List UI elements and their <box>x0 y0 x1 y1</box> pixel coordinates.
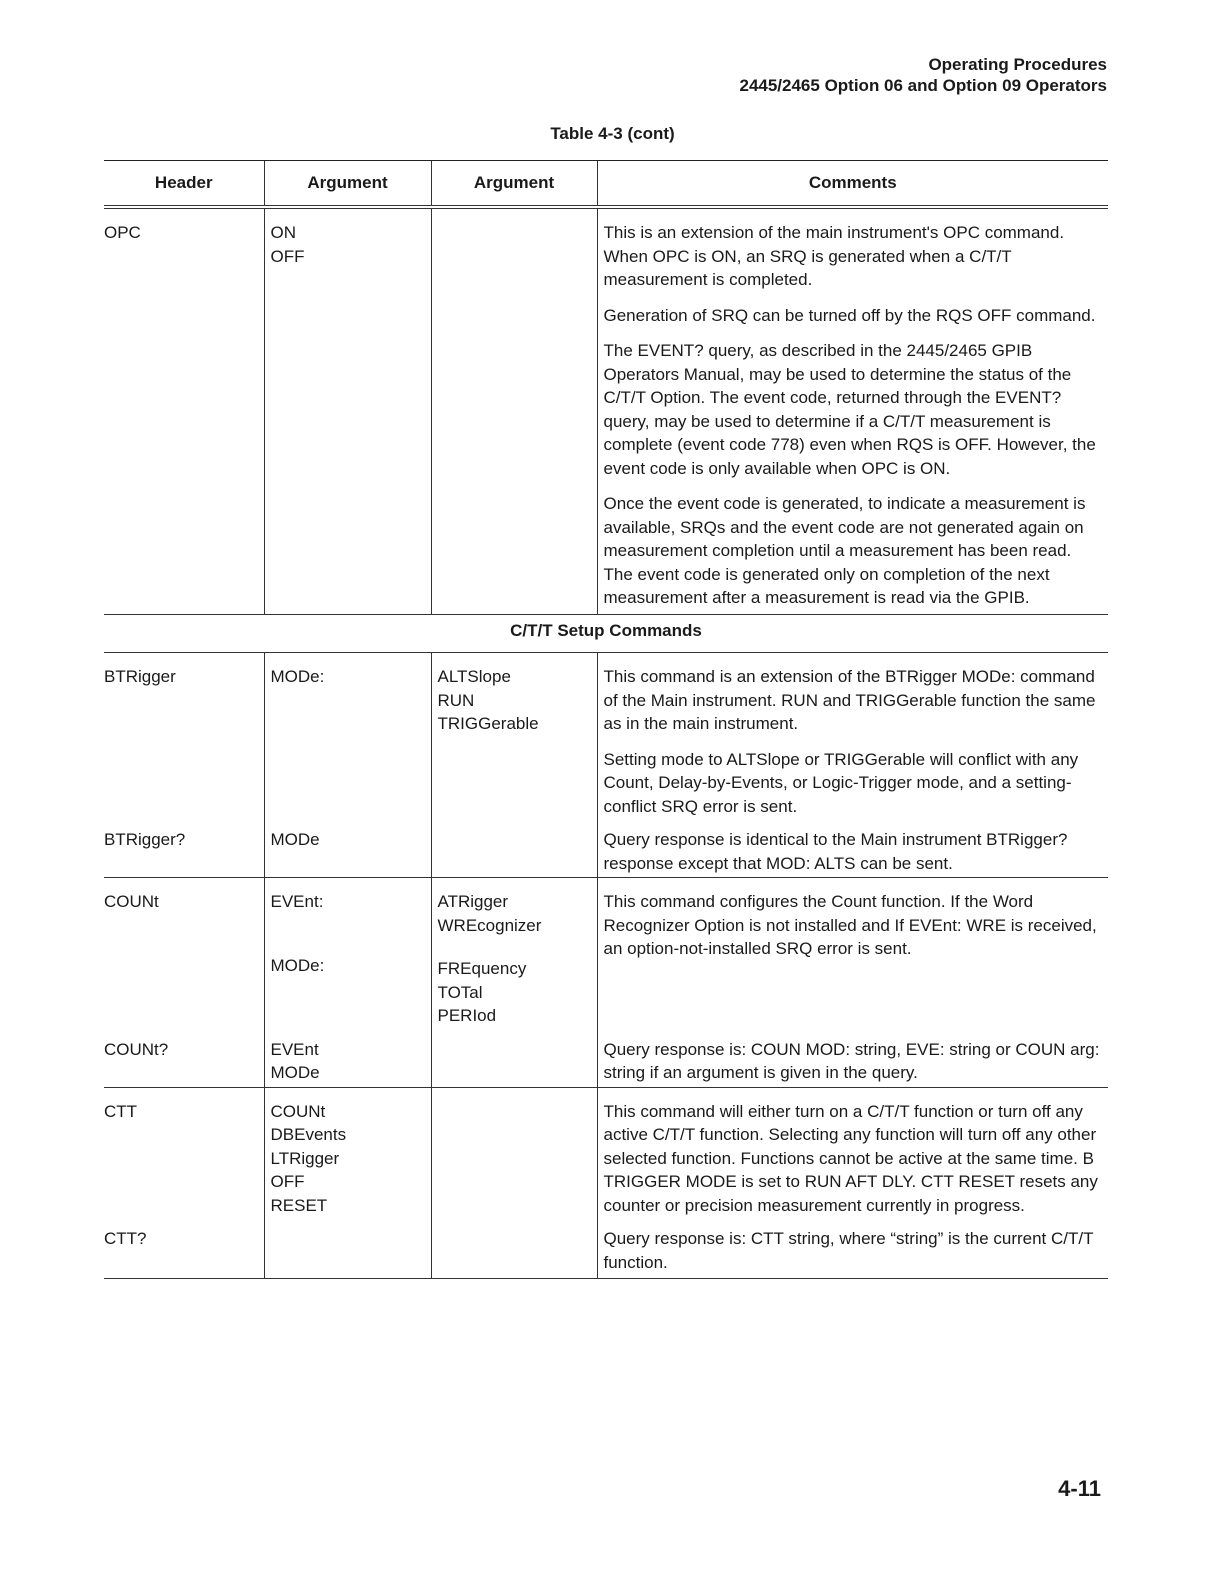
command-table <box>104 160 1108 1279</box>
cell-header: OPC <box>104 207 264 614</box>
argument-value: TOTal <box>437 982 483 1002</box>
comment-paragraph: Query response is: CTT string, where “string” is the current C/T/T function. <box>603 1229 1094 1272</box>
cell-header: BTRigger? <box>104 830 186 849</box>
cell-header: COUNt? <box>104 1039 169 1059</box>
cell-header: COUNt <box>104 878 264 1030</box>
argument-value: EVEnt: <box>270 892 324 911</box>
argument-value: DBEvents <box>270 1125 347 1144</box>
page-header-manual: 2445/2465 Option 06 and Option 09 Operators <box>739 76 1107 95</box>
column-header-comments: Comments <box>597 161 1108 208</box>
column-header-argument-1: Argument <box>264 161 431 208</box>
cell-comments <box>597 653 1108 821</box>
table-caption: Table 4-3 (cont) <box>550 124 675 143</box>
cell-argument-1 <box>264 1219 431 1279</box>
cell-comments <box>597 878 1108 1030</box>
cell-comments <box>597 1030 1108 1088</box>
table-row-ctt <box>104 1087 1108 1219</box>
argument-value: TRIGGerable <box>437 714 539 733</box>
comment-paragraph: This command configures the Count function. If the Word Recognizer Option is not installed and If EVEnt: WRE is received, an option-not-installed SRQ error is sent. <box>603 892 1097 958</box>
cell-argument-2 <box>431 878 597 1030</box>
comment-paragraph: Setting mode to ALTSlope or TRIGGerable will conflict with any Count, Delay-by-Events, or Logic-Trigger mode, and a setting-conflict SRQ error is sent. <box>603 749 1079 816</box>
argument-value: RUN <box>437 690 475 710</box>
table-row-count <box>104 878 1108 1030</box>
page-header-section: Operating Procedures <box>928 55 1107 74</box>
argument-value: ALTSlope <box>437 667 511 686</box>
comment-paragraph: Once the event code is generated, to indicate a measurement is available, SRQs and the event code are not generated again on measurement completion until a measurement has been read. The event code is generated only on completion of the next measurement after a measurement is read via the GPIB. <box>603 494 1086 607</box>
cell-argument-2 <box>431 1219 597 1279</box>
column-header-argument-2: Argument <box>431 161 597 208</box>
cell-argument-1 <box>264 1087 431 1219</box>
argument-value: LTRigger <box>270 1148 340 1168</box>
comment-paragraph: Query response is: COUN MOD: string, EVE: string or COUN arg: string if an argument is given in the query. <box>603 1039 1100 1082</box>
cell-argument-2 <box>431 207 597 614</box>
table-row-btrigger-query <box>104 820 1108 878</box>
cell-argument-2 <box>431 1087 597 1219</box>
argument-value: ATRigger <box>437 892 509 911</box>
argument-value: RESET <box>270 1195 328 1215</box>
comment-paragraph: Generation of SRQ can be turned off by the RQS OFF command. <box>603 305 1096 325</box>
comment-paragraph: The EVENT? query, as described in the 2445/2465 GPIB Operators Manual, may be used to determine the status of the C/T/T Option. The event code, returned through the EVENT? query, may be used to determine if a C/T/T measurement is complete (event code 778) even when RQS is OFF. However, the event code is only available when OPC is ON. <box>603 341 1096 478</box>
table-row-btrigger <box>104 653 1108 821</box>
cell-argument-2 <box>431 820 597 878</box>
cell-argument-1: MODe: <box>264 653 431 821</box>
section-title-row <box>104 614 1108 653</box>
cell-comments <box>597 1087 1108 1219</box>
table-header-row <box>104 161 1108 208</box>
table-row-count-query <box>104 1030 1108 1088</box>
column-header-header: Header <box>104 161 264 208</box>
cell-argument-1 <box>264 1030 431 1088</box>
argument-value: OFF <box>270 246 305 266</box>
argument-value: OFF <box>270 1172 305 1191</box>
page-number: 4-11 <box>1058 1476 1101 1501</box>
cell-comments <box>597 820 1108 878</box>
table-row-ctt-query <box>104 1219 1108 1279</box>
argument-value: EVEnt <box>270 1039 319 1059</box>
argument-value: MODe: <box>270 955 325 975</box>
cell-argument-2 <box>431 653 597 821</box>
comment-paragraph: This command will either turn on a C/T/T function or turn off any active C/T/T function. Selecting any function will turn off any other selected function. Functions cannot be active at the same time. B TRIGGER MODE is set to RUN AFT DLY. CTT RESET resets any counter or precision measurement currently in progress. <box>603 1101 1098 1215</box>
cell-argument-1 <box>264 878 431 1030</box>
cell-argument-1 <box>264 207 431 614</box>
argument-value: FREquency <box>437 959 527 978</box>
section-title: C/T/T Setup Commands <box>104 614 1108 653</box>
comment-paragraph: This is an extension of the main instrument's OPC command. When OPC is ON, an SRQ is generated when a C/T/T measurement is completed. <box>603 223 1065 289</box>
table-row-opc <box>104 207 1108 614</box>
cell-header: CTT <box>104 1087 264 1219</box>
argument-value: PERIod <box>437 1006 497 1025</box>
argument-value: MODe <box>270 1063 320 1082</box>
page-header <box>739 54 1107 96</box>
argument-value: ON <box>270 223 296 242</box>
comment-paragraph: Query response is identical to the Main instrument BTRigger? response except that MOD: ALTS can be sent. <box>603 830 1068 873</box>
argument-value: COUNt <box>270 1101 326 1121</box>
cell-comments <box>597 207 1108 614</box>
cell-header: CTT? <box>104 1219 264 1279</box>
cell-argument-1: MODe <box>264 820 431 878</box>
cell-header: BTRigger <box>104 667 176 686</box>
argument-value: WREcognizer <box>437 915 542 935</box>
cell-comments <box>597 1219 1108 1279</box>
cell-argument-2 <box>431 1030 597 1088</box>
comment-paragraph: This command is an extension of the BTRigger MODe: command of the Main instrument. RUN and TRIGGerable function the same as in the main instrument. <box>603 667 1096 733</box>
